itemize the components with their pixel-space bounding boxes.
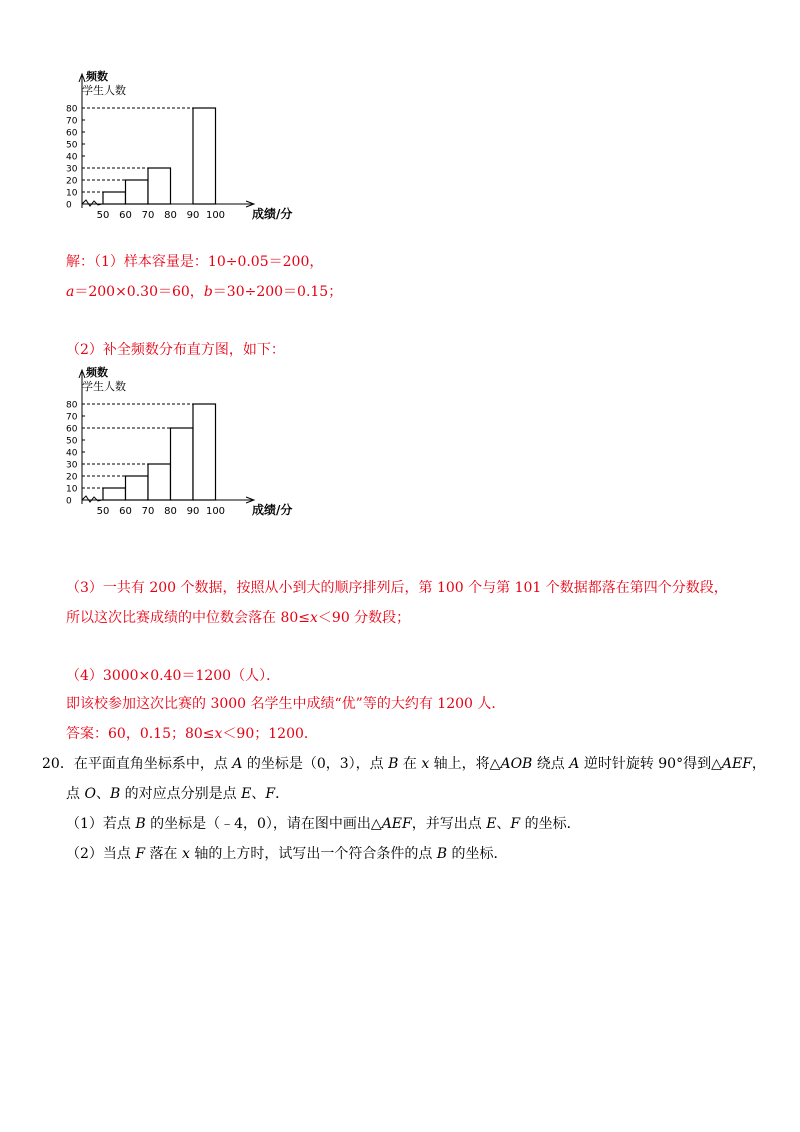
q20-text: 轴上，将△ xyxy=(429,756,501,772)
answer-line xyxy=(66,724,318,744)
point-O: O xyxy=(84,786,96,802)
histogram-bar xyxy=(148,464,171,500)
histogram-bar xyxy=(193,404,216,500)
q20-text: 在平面直角坐标系中，点 xyxy=(73,756,233,772)
x-tick-label: 100 xyxy=(205,210,226,221)
x-tick-label: 80 xyxy=(164,210,177,221)
x-tick-label: 50 xyxy=(96,210,110,221)
y-tick-label: 70 xyxy=(66,412,78,423)
histogram-incomplete-svg xyxy=(60,68,310,228)
q20-line2 xyxy=(66,784,289,804)
point-E: E xyxy=(241,786,252,802)
x-tick-label: 50 xyxy=(96,506,110,517)
x-tick-label: 70 xyxy=(141,506,155,517)
point-F: F xyxy=(510,816,521,832)
histogram-incomplete xyxy=(60,68,310,228)
point-B: B xyxy=(109,786,121,802)
y-tick-label: 60 xyxy=(66,424,78,435)
y-tick-label: 20 xyxy=(66,472,78,483)
q20-text: 在 xyxy=(398,756,422,772)
q20-text: 点 xyxy=(66,786,85,802)
y-axis-title-top: 频数 xyxy=(86,366,108,379)
y-tick-label: 50 xyxy=(66,436,78,447)
q20-text: 、 xyxy=(95,786,110,802)
solution-part1-line2 xyxy=(66,282,342,302)
histogram-bar xyxy=(126,476,149,500)
y-axis-title: 学生人数 xyxy=(82,84,126,97)
point-F: F xyxy=(265,786,276,802)
point-B: B xyxy=(135,816,146,832)
solution-part3-text: （3）一共有 200 个数据，按照从小到大的顺序排列后，第 100 个与第 101 个数据都落在第四个分数段， xyxy=(66,580,728,596)
y-tick-label: 40 xyxy=(66,152,78,163)
solution-part2-text: （2）补全频数分布直方图，如下： xyxy=(66,342,285,358)
q20-text: 的坐标． xyxy=(447,846,508,862)
point-B: B xyxy=(436,846,448,862)
var-a: a xyxy=(66,284,75,300)
y-tick-label: 30 xyxy=(66,460,78,471)
histogram-complete xyxy=(60,364,310,526)
y-axis-title: 学生人数 xyxy=(82,380,126,393)
y-tick-label: 60 xyxy=(66,128,78,139)
solution-part4-line1 xyxy=(66,666,280,686)
histogram-bar xyxy=(193,108,216,204)
q20-number: 20． xyxy=(42,756,74,772)
var-x: x xyxy=(310,610,318,626)
histogram-bar xyxy=(103,488,126,500)
y-tick-label: 80 xyxy=(66,400,78,411)
y-tick-label: 50 xyxy=(66,140,78,151)
q20-text: 、 xyxy=(496,816,511,832)
var-x: x xyxy=(421,756,430,772)
y-tick-label: 10 xyxy=(66,188,78,199)
point-F: F xyxy=(135,846,146,862)
solution-part1-line1 xyxy=(66,252,323,272)
triangle-AEF: AEF xyxy=(381,816,412,832)
x-tick-label: 60 xyxy=(119,210,132,221)
histogram-bar xyxy=(103,192,126,204)
q20-text: ，并写出点 xyxy=(411,816,487,832)
solution-part2 xyxy=(66,340,285,360)
solution-part3-post: ＜90 分数段； xyxy=(317,610,411,626)
solution-part4-text: （4）3000×0.40＝1200（人）． xyxy=(66,668,281,684)
y-tick-label: 20 xyxy=(66,176,78,187)
x-tick-label: 80 xyxy=(164,506,177,517)
solution-part4-line2 xyxy=(66,694,505,714)
solution-part4-conclusion: 即该校参加这次比赛的 3000 名学生中成绩“优”等的大约有 1200 人． xyxy=(66,696,506,712)
x-tick-label: 90 xyxy=(186,506,200,517)
q20-text: 落在 xyxy=(145,846,182,862)
q20-text: （2）当点 xyxy=(66,846,136,862)
q20-text: 绕点 xyxy=(532,756,570,772)
q20-subquestion-2 xyxy=(66,844,508,864)
q20-text: 、 xyxy=(251,786,266,802)
y-tick-label: 0 xyxy=(66,200,72,211)
solution-part1-text: 解：（1）样本容量是：10÷0.05＝200， xyxy=(66,254,324,270)
q20-text: ． xyxy=(275,786,290,802)
point-A: A xyxy=(569,756,580,772)
y-axis-title-top: 频数 xyxy=(86,70,108,83)
y-tick-label: 0 xyxy=(66,496,72,507)
point-E: E xyxy=(486,816,497,832)
solution-a-value: ＝200×0.30＝60， xyxy=(74,284,204,300)
y-tick-label: 30 xyxy=(66,164,78,175)
q20-line1 xyxy=(42,754,766,774)
solution-part3-line1 xyxy=(66,578,728,598)
triangle-AOB: AOB xyxy=(500,756,533,772)
q20-subquestion-1 xyxy=(66,814,581,834)
q20-text: ， xyxy=(751,756,766,772)
x-tick-label: 70 xyxy=(141,210,155,221)
histogram-complete-svg xyxy=(60,364,310,526)
histogram-bar xyxy=(171,428,194,500)
solution-part3-line2 xyxy=(66,608,410,628)
histogram-bar xyxy=(148,168,171,204)
q20-text: （1）若点 xyxy=(66,816,136,832)
axis-break-mark xyxy=(82,496,102,502)
q20-text: 逆时针旋转 90°得到△ xyxy=(579,756,722,772)
q20-text: 的坐标． xyxy=(520,816,581,832)
q20-text: 的坐标是（﹣4，0），请在图中画出△ xyxy=(145,816,382,832)
x-axis-title: 成绩/分 xyxy=(252,503,293,517)
solution-b-value: ＝30÷200＝0.15； xyxy=(212,284,343,300)
y-tick-label: 40 xyxy=(66,448,78,459)
y-tick-label: 80 xyxy=(66,104,78,115)
answer-pre: 答案：60，0.15；80≤ xyxy=(66,726,215,742)
histogram-bar xyxy=(126,180,149,204)
point-B: B xyxy=(388,756,399,772)
var-x: x xyxy=(214,726,223,742)
var-x: x xyxy=(181,846,190,862)
x-tick-label: 90 xyxy=(186,210,200,221)
x-axis-title: 成绩/分 xyxy=(252,207,293,221)
y-tick-label: 70 xyxy=(66,116,78,127)
axis-break-mark xyxy=(82,200,102,206)
triangle-AEF: AEF xyxy=(721,756,752,772)
x-tick-label: 60 xyxy=(119,506,132,517)
solution-part3-pre: 所以这次比赛成绩的中位数会落在 80≤ xyxy=(66,610,310,626)
x-tick-label: 100 xyxy=(205,506,226,517)
y-tick-label: 10 xyxy=(66,484,78,495)
var-b: b xyxy=(203,284,213,300)
answer-post: ＜90；1200． xyxy=(222,726,318,742)
q20-text: 的对应点分别是点 xyxy=(120,786,242,802)
point-A: A xyxy=(232,756,243,772)
q20-text: 轴的上方时，试写出一个符合条件的点 xyxy=(189,846,437,862)
q20-text: 的坐标是（0，3），点 xyxy=(242,756,389,772)
